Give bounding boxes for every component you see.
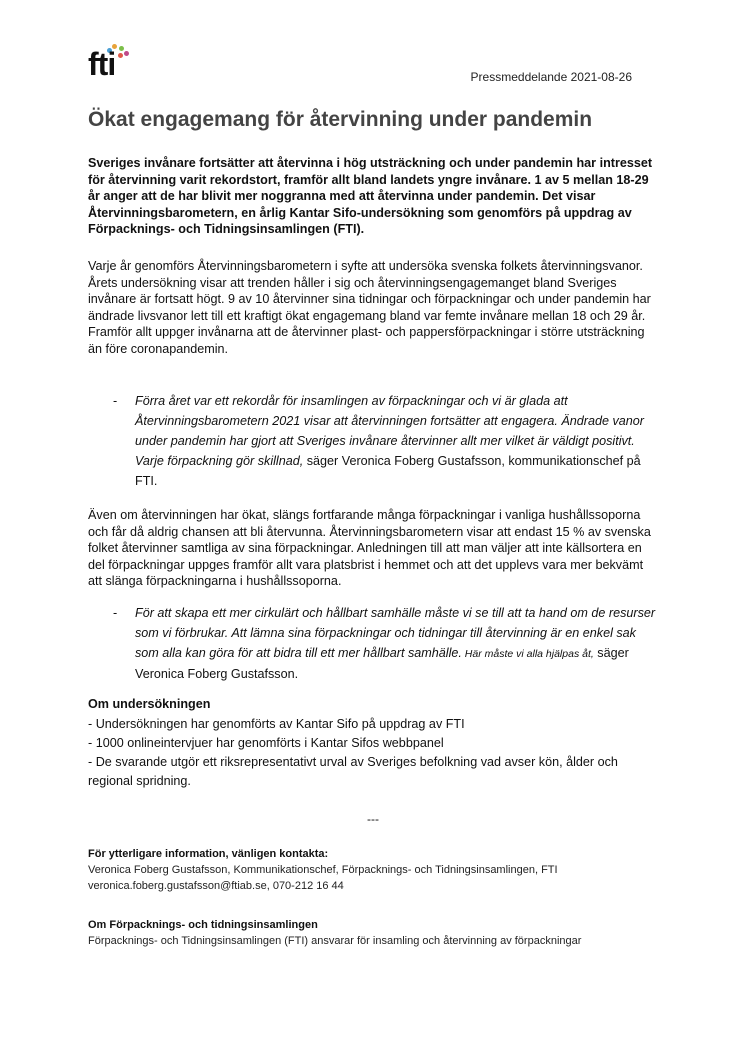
- quote-attribution: säger Veronica Foberg Gustafsson.: [135, 646, 629, 681]
- logo-dot: [118, 53, 123, 58]
- logo-text: fti: [88, 46, 116, 82]
- quote-attribution: säger Veronica Foberg Gustafsson, kommunikationschef på FTI.: [135, 454, 641, 488]
- contact-email-phone[interactable]: veronica.foberg.gustafsson@ftiab.se, 070-212 16 44: [88, 880, 344, 892]
- quote-2: [113, 603, 658, 684]
- contact-heading: För ytterligare information, vänligen kontakta:: [88, 848, 329, 860]
- press-date: Pressmeddelande 2021-08-26: [470, 70, 632, 84]
- separator: ---: [367, 812, 379, 826]
- fti-logo: [88, 44, 130, 86]
- body-paragraph-1: Varje år genomförs Återvinningsbarometern i syfte att undersöka svenska folkets återvinningsvanor. Årets undersökning visar att trenden håller i sig och återvinningsengagemanget bland Sveriges invånare är fortsatt högt. 9 av 10 återvinner sina tidningar och förpackningar och under pandemin har ändrade livsvanor lett till ett kraftigt ökat engagemang bland var femte invånare mellan 18 och 29 år. Framför allt uppger invånarna att de återvinner plast- och pappersförpackningar i större utsträckning än före coronapandemin.: [88, 259, 651, 356]
- list-item: - Undersökningen har genomförts av Kantar Sifo på uppdrag av FTI: [88, 717, 465, 731]
- quote-dash: -: [113, 394, 118, 408]
- survey-list: [88, 715, 654, 791]
- body-paragraph-2: Även om återvinningen har ökat, slängs fortfarande många förpackningar i vanliga hushållssoporna och får då aldrig chansen att bli återvunna. Återvinningsbarometern visar att endast 15 % av svenska folket återvinner samtliga av sina förpackningar. Anledningen till att man väljer att inte källsortera en del förpackningar uppges framför allt vara platsbrist i hemmet och att det upplevs vara mer bekvämt att slänga förpackningarna i hushållssoporna.: [88, 508, 651, 589]
- page-title: Ökat engagemang för återvinning under pandemin: [88, 108, 593, 131]
- about-heading: Om Förpacknings- och tidningsinsamlingen: [88, 919, 318, 931]
- logo-dot: [119, 46, 124, 51]
- quote-text-small: Här måste vi alla hjälpas åt,: [461, 648, 594, 660]
- logo-dot: [124, 51, 129, 56]
- quote-text: För att skapa ett mer cirkulärt och hållbart samhälle måste vi se till att ta hand om de resurser som vi förbrukar. Att lämna sina förpackningar och tidningar till återvinning är en enkel sak som alla kan göra för att bidra till ett mer hållbart samhälle.: [135, 606, 656, 660]
- list-item: - 1000 onlineintervjuer har genomförts i Kantar Sifos webbpanel: [88, 736, 444, 750]
- list-item: - De svarande utgör ett riksrepresentativt urval av Sveriges befolkning vad avser kön, ålder och regional spridning.: [88, 755, 618, 788]
- about-text: Förpacknings- och Tidningsinsamlingen (FTI) ansvarar för insamling och återvinning av förpackningar: [88, 935, 582, 947]
- quote-text: Förra året var ett rekordår för insamlingen av förpackningar och vi är glada att Återvinningsbarometern 2021 visar att återvinningen fortsätter att engagera. Ändrade vanor under pandemin har gjort att Sveriges invånare återvinner allt mer vilket är väldigt positivt. Varje förpackning gör skillnad,: [135, 394, 644, 468]
- quote-1: [113, 391, 658, 491]
- quote-dash: -: [113, 606, 118, 620]
- survey-heading: Om undersökningen: [88, 697, 211, 711]
- lead-paragraph: Sveriges invånare fortsätter att återvinna i hög utsträckning och under pandemin har intresset för återvinning varit rekordstort, framför allt bland landets yngre invånare. 1 av 5 mellan 18-29 år anger att de har blivit mer noggranna med att återvinna under pandemin. Det visar Återvinningsbarometern, en årlig Kantar Sifo-undersökning som genomförs på uppdrag av Förpacknings- och Tidningsinsamlingen (FTI).: [88, 156, 653, 237]
- contact-name: Veronica Foberg Gustafsson, Kommunikationschef, Förpacknings- och Tidningsinsamlingen, FTI: [88, 864, 558, 876]
